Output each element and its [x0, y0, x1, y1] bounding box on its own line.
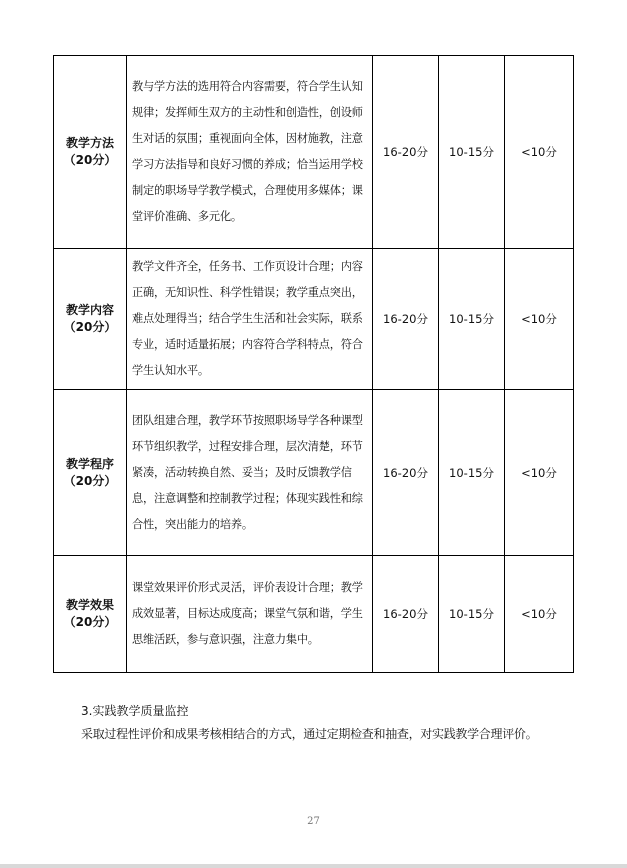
- criteria-description: 课堂效果评价形式灵活，评价表设计合理；教学成效显著，目标达成度高；课堂气氛和谐，学生思维活跃，参与意识强，注意力集中。: [127, 556, 373, 673]
- score-level-low: <10分: [505, 249, 574, 390]
- score-level-high: 16-20分: [373, 56, 439, 249]
- category-cell: [54, 556, 127, 673]
- category-name: 教学内容: [65, 303, 114, 317]
- score-level-low: <10分: [505, 390, 574, 556]
- category-score: （20分）: [63, 153, 117, 167]
- criteria-description: 团队组建合理，教学环节按照职场导学各种课型环节组织教学，过程安排合理，层次清楚，环节紧凑，活动转换自然、妥当；及时反馈教学信息，注意调整和控制教学过程；体现实践性和综合性，突出能力的培养。: [127, 390, 373, 556]
- category-name: 教学程序: [65, 456, 114, 471]
- category-cell: [54, 390, 127, 556]
- category-cell: [54, 56, 127, 249]
- criteria-description: 教学文件齐全，任务书、工作页设计合理；内容正确，无知识性、科学性错误；教学重点突出，难点处理得当；结合学生生活和社会实际，联系专业，适时适量拓展；内容符合学科特点，符合学生认知水平。: [127, 249, 373, 390]
- table-row: [54, 556, 574, 673]
- category-score: （20分）: [63, 320, 117, 334]
- viewer-bottom-edge: [0, 864, 627, 868]
- score-level-high: 16-20分: [373, 390, 439, 556]
- category-name: 教学方法: [65, 136, 114, 150]
- score-level-high: 16-20分: [373, 249, 439, 390]
- page-number: 27: [307, 816, 320, 827]
- score-level-mid: 10-15分: [439, 249, 505, 390]
- score-level-low: <10分: [505, 56, 574, 249]
- category-score: （20分）: [63, 615, 117, 629]
- score-level-low: <10分: [505, 556, 574, 673]
- table-row: [54, 390, 574, 556]
- score-level-high: 16-20分: [373, 556, 439, 673]
- category-cell: [54, 249, 127, 390]
- table-row: [54, 56, 574, 249]
- category-score: （20分）: [63, 473, 117, 488]
- evaluation-table: [53, 55, 574, 673]
- score-level-mid: 10-15分: [439, 390, 505, 556]
- score-level-mid: 10-15分: [439, 56, 505, 249]
- section-paragraph: 采取过程性评价和成果考核相结合的方式，通过定期检查和抽查，对实践教学合理评价。: [81, 727, 538, 741]
- category-name: 教学效果: [65, 598, 114, 612]
- table-row: [54, 249, 574, 390]
- criteria-description: 教与学方法的选用符合内容需要，符合学生认知规律；发挥师生双方的主动性和创造性，创设师生对话的氛围；重视面向全体，因材施教，注意学习方法指导和良好习惯的养成；恰当运用学校制定的职场导学教学模式，合理使用多媒体；课堂评价准确、多元化。: [127, 56, 373, 249]
- section-heading: 3.实践教学质量监控: [81, 704, 189, 718]
- score-level-mid: 10-15分: [439, 556, 505, 673]
